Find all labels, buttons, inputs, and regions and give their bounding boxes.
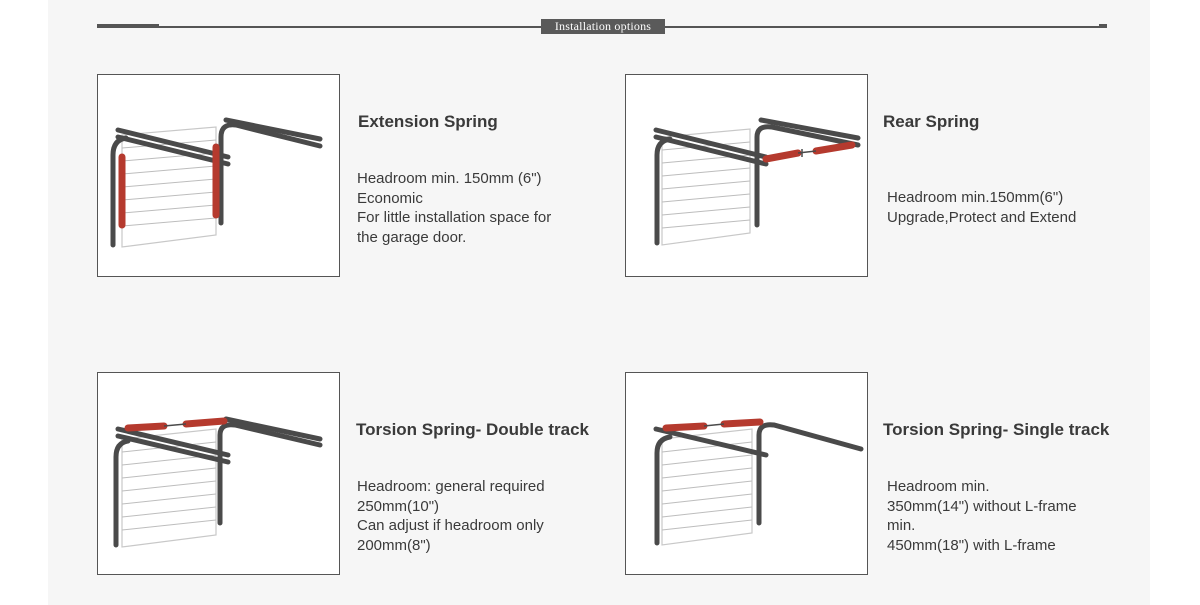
option-description xyxy=(887,477,1077,555)
torsion-double-track-illustration xyxy=(97,372,340,575)
description-line: For little installation space for xyxy=(357,209,552,226)
description-line: 450mm(18") with L-frame xyxy=(887,536,1056,554)
torsion-single-track-illustration xyxy=(625,372,868,575)
description-line: 250mm(10") xyxy=(357,497,440,515)
header-rule-accent xyxy=(97,24,159,28)
description-line: 200mm(8") xyxy=(357,536,431,554)
description-line: Headroom min. 150mm (6") xyxy=(357,170,542,187)
option-title: Rear Spring xyxy=(883,112,980,131)
description-line: Upgrade,Protect and Extend xyxy=(887,208,1077,226)
description-line: min. xyxy=(887,517,916,534)
description-line: Headroom min. xyxy=(887,478,990,495)
option-description xyxy=(357,477,545,555)
rear-spring-illustration xyxy=(625,74,868,277)
section-title: Installation options xyxy=(541,19,665,34)
header-rule-end xyxy=(1099,24,1107,28)
description-line: the garage door. xyxy=(357,228,467,246)
option-title: Torsion Spring- Single track xyxy=(883,420,1110,439)
option-title: Extension Spring xyxy=(358,112,498,131)
option-description xyxy=(887,188,1076,227)
description-line: Can adjust if headroom only xyxy=(357,517,544,534)
description-line: Headroom min.150mm(6") xyxy=(887,189,1064,206)
option-title: Torsion Spring- Double track xyxy=(356,420,589,439)
description-line: Headroom: general required xyxy=(357,478,545,495)
extension-spring-illustration xyxy=(97,74,340,277)
option-description xyxy=(357,169,551,247)
description-line: 350mm(14") without L-frame xyxy=(887,497,1077,515)
description-line: Economic xyxy=(357,189,423,207)
